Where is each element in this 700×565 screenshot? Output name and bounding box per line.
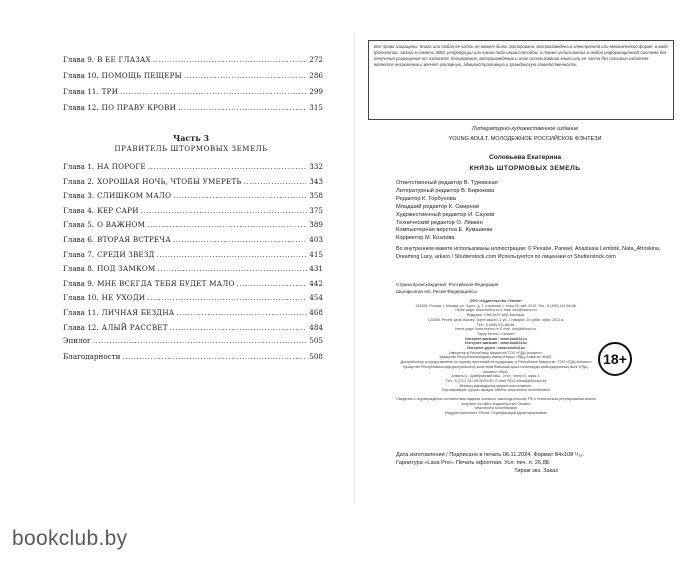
toc-leader-dots — [173, 189, 307, 203]
toc-entry — [63, 218, 323, 232]
publisher-line: Импортёр в Республику Казахстан ТОО «РДЦ-Алматы». — [449, 350, 543, 355]
toc-leader-dots — [184, 69, 307, 83]
publisher-line: Интернет-магазин : www.book24.ru — [465, 336, 527, 341]
age-rating-badge: 18+ — [598, 342, 632, 376]
toc-page-number: 272 — [309, 55, 323, 64]
publisher-line: Дистрибьютор и представитель по приему претензий на продукцию, в Республике Казахстан: ТОО «РДЦ-Алматы» — [400, 360, 592, 365]
toc-entry — [63, 101, 323, 115]
print-run: Тираж экз. Заказ — [514, 468, 558, 474]
credit-line: Редактор К. Горбунова — [396, 195, 456, 202]
certification-block — [396, 397, 596, 416]
toc-chapter-number: Глава 11. — [63, 308, 99, 317]
toc-leader-dots — [178, 101, 307, 115]
publisher-line: Өндіруші: «ЭКСМО» АҚБ Баспасы, — [466, 313, 526, 318]
toc-leader-dots — [120, 85, 307, 99]
toc-chapter-number: Глава 2. — [63, 176, 95, 186]
toc-chapter-title: СРЕДИ ЗВЕЗД — [97, 249, 155, 259]
toc-leader-dots — [147, 291, 307, 305]
toc-chapter-number: Глава 3. — [63, 191, 95, 201]
toc-chapter-title: СЛИШКОМ МАЛО — [97, 191, 172, 201]
toc-chapter-title: НА ПОРОГЕ — [97, 162, 146, 171]
book-title: КНЯЗЬ ШТОРМОВЫХ ЗЕМЕЛЬ — [469, 165, 581, 172]
publisher-line: Тел.: 8 (495) 411-68-86. — [476, 322, 516, 327]
toc-leader-dots — [237, 277, 308, 291]
publisher-line: 123308, Россия, г. Москва, ул. Зорге, д. 1, строение 1, этаж 20, каб. 2013. Тел.: 8 (495) 411-68-86. — [415, 303, 577, 308]
credit-line: Ответственный редактор В. Туровская — [396, 180, 498, 186]
toc-page-number: 431 — [309, 264, 323, 274]
toc-page-number: 389 — [309, 220, 323, 230]
right-page — [356, 34, 694, 504]
certification-line: Сведения о подтверждении соответствия издания согласно законодательству РФ о техническом регулировании можно получить на сайте Издательства «Эксмо» — [396, 397, 596, 406]
print-info: Гарнитура «Lava Pro». Печать офсетная. Усл. печ. л. 26,88. — [396, 460, 551, 466]
toc-leader-dots — [157, 248, 308, 262]
country-origin: Страна происхождения: Российская Федерация — [396, 282, 499, 287]
toc-page-number: 315 — [309, 103, 323, 112]
toc-page-number: 358 — [309, 191, 323, 201]
certification-line: www.eksmo.ru/certification — [474, 406, 518, 411]
genre-line: Литературно-художественное издание — [471, 126, 579, 132]
toc-entry — [63, 248, 323, 262]
publisher-line: Алматы қ., Домбровский көш., 3«а», литер Б, офис 1. — [451, 374, 541, 379]
toc-entry — [63, 160, 323, 174]
publisher-line: Тауар белгісі: «Эксмо» — [477, 331, 515, 336]
toc-page-number: 375 — [309, 205, 323, 215]
toc-page-number: 332 — [309, 162, 323, 171]
site-watermark: bookclub.by — [12, 527, 128, 550]
author-name: Соловьева Екатерина — [489, 154, 561, 161]
toc-chapter-title: НЕ УХОДИ — [101, 293, 146, 303]
publisher-line: Home page: www.eksmo.ru E-mail: info@eksmo.ru — [455, 308, 537, 313]
toc-chapter-number: Глава 9. — [63, 278, 95, 288]
country-made: Шығарылған елі: Ресей Федерациясы — [396, 289, 477, 294]
part-subtitle: ПРАВИТЕЛЬ ШТОРМОВЫХ ЗЕМЕЛЬ — [114, 145, 268, 153]
toc-leader-dots — [176, 306, 307, 320]
credits-list — [396, 180, 666, 243]
credit-line: Технический редактор О. Лёвкин — [396, 219, 483, 226]
publisher-line: Интернет-дүкен : www.book24.kz — [467, 346, 525, 351]
left-page — [6, 34, 355, 504]
publisher-line: Қазақстан Республикасындағы импорттаушы «РДЦ-Алматы» ЖШС. — [439, 355, 553, 360]
illustrations-credit: Во внутреннем макете использованы иллюстрации: © Pexabe, Panwel, Anastasia Lembrik, Nata_Afroskina, Dreaming Lucy, arkaro / Shutterstock.com Используются по лицензии от Shutterstock.com — [396, 246, 661, 260]
publisher-block — [396, 299, 596, 393]
toc-entry — [63, 277, 323, 291]
toc-leader-dots — [157, 262, 307, 276]
toc-chapter-number: Глава 7. — [63, 249, 95, 259]
toc-entry — [63, 85, 323, 99]
publisher-line: ООО «Издательство «Эксмо» — [469, 299, 523, 303]
publisher-line: Сертификация туралы ақпарат сайтта: www.eksmo.ru/certification — [441, 388, 551, 393]
toc-entry — [63, 233, 323, 247]
toc-thanks-page: 508 — [309, 352, 323, 361]
toc-epilogue — [63, 334, 323, 348]
toc-leader-dots — [244, 175, 308, 189]
toc-chapter-title: О ВАЖНОМ — [97, 220, 146, 230]
toc-chapter-title: КЕР САРИ — [97, 205, 139, 215]
toc-entry — [63, 189, 323, 203]
toc-page-number: 403 — [309, 235, 323, 244]
toc-entry — [63, 262, 323, 276]
toc-chapter-title: ХОРОШАЯ НОЧЬ, ЧТОБЫ УМЕРЕТЬ — [97, 176, 242, 186]
toc-chapter-number: Глава 8. — [63, 264, 95, 274]
publisher-line: Интернет-магазин : www.book24.kz — [465, 341, 527, 346]
toc-chapter-title: В ЕЕ ГЛАЗАХ — [97, 55, 151, 64]
toc-entry — [63, 69, 323, 83]
toc-entry — [63, 204, 323, 218]
toc-entry — [63, 175, 323, 189]
toc-entry — [63, 291, 323, 305]
toc-entry — [63, 53, 323, 67]
toc-chapter-number: Глава 10. — [63, 293, 99, 303]
toc-leader-dots — [170, 321, 308, 335]
toc-epilogue-page: 505 — [309, 336, 323, 345]
toc-leader-dots — [141, 204, 308, 218]
publisher-line: Қазақстан Республикасында дистрибьютор және өнім бойынша арыз-талаптарды қабылдаушының өкілі «РДЦ-Алматы» ЖШС, — [403, 364, 589, 374]
toc-chapter-title: ВТОРАЯ ВСТРЕЧА — [97, 235, 171, 244]
toc-leader-dots — [93, 334, 308, 348]
credit-line: Художественный редактор И. Сауков — [396, 211, 495, 218]
toc-leader-dots — [148, 160, 307, 174]
toc-page-number: 454 — [309, 293, 323, 303]
toc-chapter-title: ПО ПРАВУ КРОВИ — [101, 103, 177, 112]
toc-leader-dots — [173, 233, 307, 247]
toc-chapter-number: Глава 12. — [63, 103, 99, 112]
credit-line: Литературный редактор В. Бирюкова — [396, 187, 495, 194]
toc-page-number: 286 — [309, 71, 323, 80]
toc-chapter-number: Глава 5. — [63, 220, 95, 230]
toc-chapter-number: Глава 6. — [63, 235, 95, 244]
publisher-line: Home page: www.eksmo.ru E-mail: info@eksmo.ru. — [454, 327, 538, 332]
toc-chapter-title: ПОМОЩЬ ПЕЩЕРЫ — [101, 71, 182, 80]
toc-page-number: 442 — [309, 278, 323, 288]
publisher-line: Өнімнің жарамдылық мерзімі шектелмеген. — [459, 383, 533, 388]
publisher-line: Тел.: 8 (727) 251-59-90/91/92; E-mail: RDC-Almaty@eksmo.kz — [445, 378, 547, 383]
toc-chapter-number: Глава 11. — [63, 87, 99, 96]
toc-epilogue-label: Эпилог — [63, 336, 91, 345]
part-title: Часть 3 — [172, 133, 210, 143]
credit-line: Младший редактор К. Смирнов — [396, 203, 479, 210]
toc-page-number: 415 — [309, 249, 323, 259]
signed-to-print: Дата изготовления / Подписано в печать 06.11.2024. Формат 84x108 ¹/₃₂. — [396, 452, 585, 458]
toc-chapter-number: Глава 9. — [63, 55, 95, 64]
toc-chapter-number: Глава 1. — [63, 162, 95, 171]
toc-entry — [63, 306, 323, 320]
credit-line: Корректор М. Козлова — [396, 235, 455, 242]
toc-leader-dots — [153, 53, 307, 67]
toc-chapter-title: ТРИ — [101, 87, 119, 96]
certification-line: Өндірген мемлекет: Ресей. Сертификация қарастырылмаған — [445, 411, 547, 416]
toc-leader-dots — [122, 350, 307, 364]
toc-page-number: 484 — [309, 322, 323, 332]
publisher-line: 123308, Ресей, қала Мәскеу, Зорге көшесі, 1 үй, 1 ғимарат, 20 қабат, офис 2013 ж. — [427, 317, 565, 322]
toc-chapter-number: Глава 4. — [63, 205, 95, 215]
credit-line: Компьютерная верстка Е. Кумшаева — [396, 227, 493, 234]
toc-page-number: 343 — [309, 176, 323, 186]
toc-chapter-number: Глава 12. — [63, 322, 99, 332]
copyright-notice: Все права защищены. Книга или любая ее часть не может быть скопирована, воспроизведена в электронной или механической форме, в виде фотокопии, записи в память ЭВМ, репродукции или каким-либо иным способом, а также использована в любой информационной системе без получения разрешения от издателя. Копирование, воспроизведение и иное использование книги или ее части без согласия издателя является незаконным и влечет уголовную, административную и гражданскую ответственность. — [368, 40, 674, 120]
toc-chapter-number: Глава 10. — [63, 71, 99, 80]
series-line: YOUNG ADULT. МОЛОДЕЖНОЕ РОССИЙСКОЕ ФЭНТЕЗИ — [448, 136, 602, 142]
toc-thanks — [63, 350, 323, 364]
toc-chapter-title: ПОД ЗАМКОМ — [97, 264, 156, 274]
toc-page-number: 468 — [309, 308, 323, 317]
toc-chapter-title: ЛИЧНАЯ БЕЗДНА — [101, 308, 175, 317]
toc-page-number: 299 — [309, 87, 323, 96]
toc-leader-dots — [147, 218, 307, 232]
toc-chapter-title: АЛЫЙ РАССВЕТ — [101, 322, 168, 332]
toc-entry — [63, 321, 323, 335]
toc-chapter-title: МНЕ ВСЕГДА ТЕБЯ БУДЕТ МАЛО — [97, 278, 235, 288]
toc-thanks-label: Благодарности — [63, 352, 121, 361]
